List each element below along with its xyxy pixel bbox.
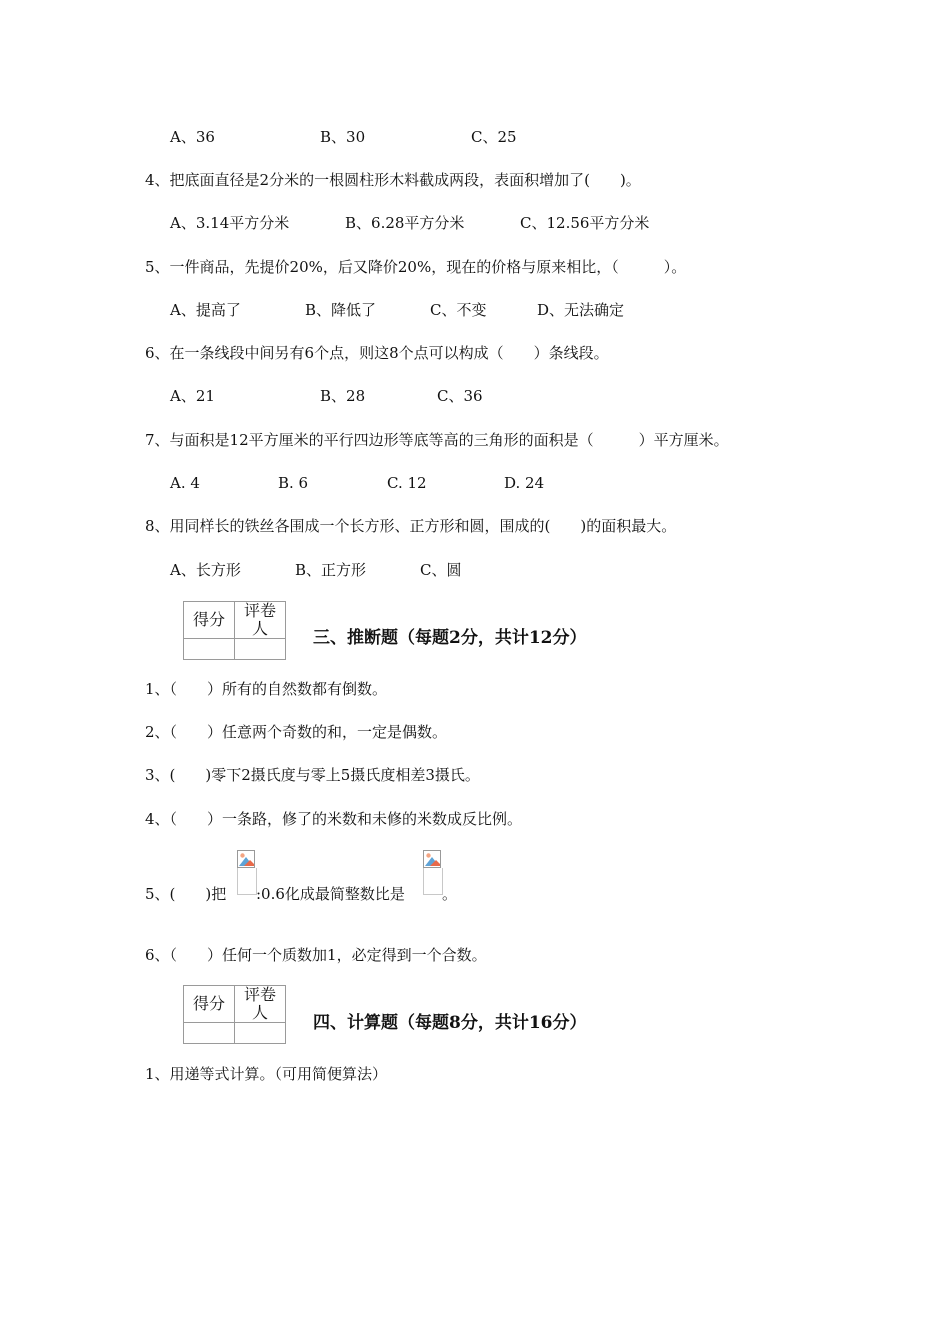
q7-option-d: D. 24: [504, 474, 545, 492]
q4-option-c: C、12.56平方分米: [520, 214, 650, 232]
q4-option-b: B、6.28平方分米: [345, 214, 465, 232]
q3-option-a: A、36: [170, 128, 215, 146]
question-4: 4、把底面直径是2分米的一根圆柱形木料截成两段，表面积增加了( )。: [145, 171, 641, 189]
broken-image-icon: [423, 850, 441, 894]
section-4-title: 四、计算题（每题8分，共计16分）: [313, 1013, 587, 1033]
q7-option-b: B. 6: [278, 474, 309, 492]
broken-image-icon: [237, 850, 255, 894]
grader-cell: [235, 1023, 286, 1044]
judgment-item-2: 2、（ ）任意两个奇数的和，一定是偶数。: [145, 723, 448, 741]
judgment-item-5-prefix: 5、( )把: [145, 885, 227, 903]
score-cell: [184, 639, 235, 660]
judgment-item-5-middle: :0.6化成最简整数比是: [256, 885, 405, 903]
score-header: 得分: [184, 602, 235, 639]
score-table-section-3: [183, 601, 286, 660]
score-table-section-4: [183, 985, 286, 1044]
judgment-item-6: 6、（ ）任何一个质数加1，必定得到一个合数。: [145, 946, 487, 964]
calculation-item-1: 1、用递等式计算。（可用简便算法）: [145, 1065, 388, 1083]
q4-option-a: A、3.14平方分米: [170, 214, 290, 232]
score-header: 得分: [184, 986, 235, 1023]
q5-option-b: B、降低了: [305, 301, 377, 319]
question-5: 5、一件商品，先提价20%，后又降价20%，现在的价格与原来相比，（ ）。: [145, 258, 687, 276]
q6-option-c: C、36: [437, 387, 483, 405]
q5-option-c: C、不变: [430, 301, 487, 319]
q8-option-a: A、长方形: [170, 561, 241, 579]
q3-option-b: B、30: [320, 128, 366, 146]
score-cell: [184, 1023, 235, 1044]
section-3-title: 三、推断题（每题2分，共计12分）: [313, 628, 587, 648]
grader-cell: [235, 639, 286, 660]
q8-option-c: C、圆: [420, 561, 462, 579]
judgment-item-5-suffix: 。: [442, 885, 458, 903]
grader-header: 评卷人: [235, 602, 286, 639]
grader-header: 评卷人: [235, 986, 286, 1023]
q7-option-a: A. 4: [170, 474, 200, 492]
q6-option-a: A、21: [170, 387, 215, 405]
judgment-item-4: 4、（ ）一条路，修了的米数和未修的米数成反比例。: [145, 810, 523, 828]
judgment-item-1: 1、（ ）所有的自然数都有倒数。: [145, 680, 388, 698]
q7-option-c: C. 12: [387, 474, 427, 492]
q6-option-b: B、28: [320, 387, 366, 405]
q5-option-d: D、无法确定: [537, 301, 625, 319]
judgment-item-3: 3、( )零下2摄氏度与零上5摄氏度相差3摄氏。: [145, 766, 480, 784]
q3-option-c: C、25: [471, 128, 517, 146]
q5-option-a: A、提高了: [170, 301, 241, 319]
question-7: 7、与面积是12平方厘米的平行四边形等底等高的三角形的面积是（ ）平方厘米。: [145, 431, 729, 449]
question-6: 6、在一条线段中间另有6个点，则这8个点可以构成（ ）条线段。: [145, 344, 609, 362]
question-8: 8、用同样长的铁丝各围成一个长方形、正方形和圆，围成的( )的面积最大。: [145, 517, 677, 535]
q8-option-b: B、正方形: [295, 561, 367, 579]
